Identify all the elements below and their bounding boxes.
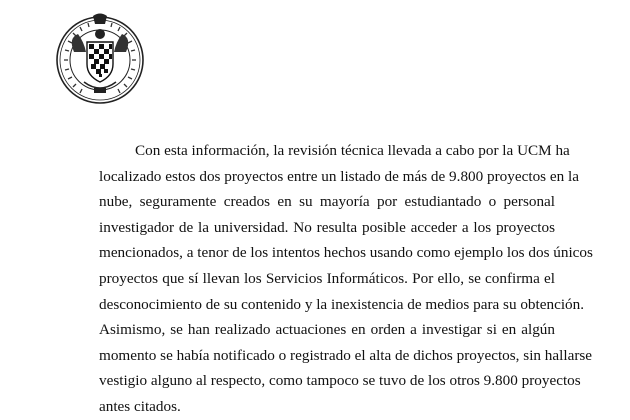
paragraph-line: Con esta información, la revisión técnica llevada a cabo por la UCM ha — [135, 142, 570, 159]
paragraph-line: mencionados, a tenor de los intentos hechos usando como ejemplo los dos únicos — [99, 244, 593, 262]
paragraph-line: antes citados. — [99, 397, 181, 415]
paragraph-line: desconocimiento de su contenido y la inexistencia de medios para su obtención. — [99, 295, 585, 313]
paragraph-line: proyectos que sí llevan los Servicios Informáticos. Por ello, se confirma el — [99, 269, 555, 287]
paragraph-line: investigador de la universidad. No resulta posible acceder a los proyectos — [99, 218, 555, 236]
ucm-seal-icon — [54, 12, 146, 106]
body-paragraph — [99, 138, 593, 420]
paragraph-line: localizado estos dos proyectos entre un listado de más de 9.800 proyectos en la — [99, 167, 579, 185]
paragraph-line: vestigio alguno al respecto, como tampoco se tuvo de los otros 9.800 proyectos — [99, 372, 581, 390]
paragraph-line: nube, seguramente creados en su mayoría por estudiantado o personal — [99, 193, 555, 211]
paragraph-line: momento se había notificado o registrado el alta de dichos proyectos, sin hallarse — [99, 346, 593, 364]
paragraph-line: Asimismo, se han realizado actuaciones en orden a investigar si en algún — [99, 321, 555, 339]
